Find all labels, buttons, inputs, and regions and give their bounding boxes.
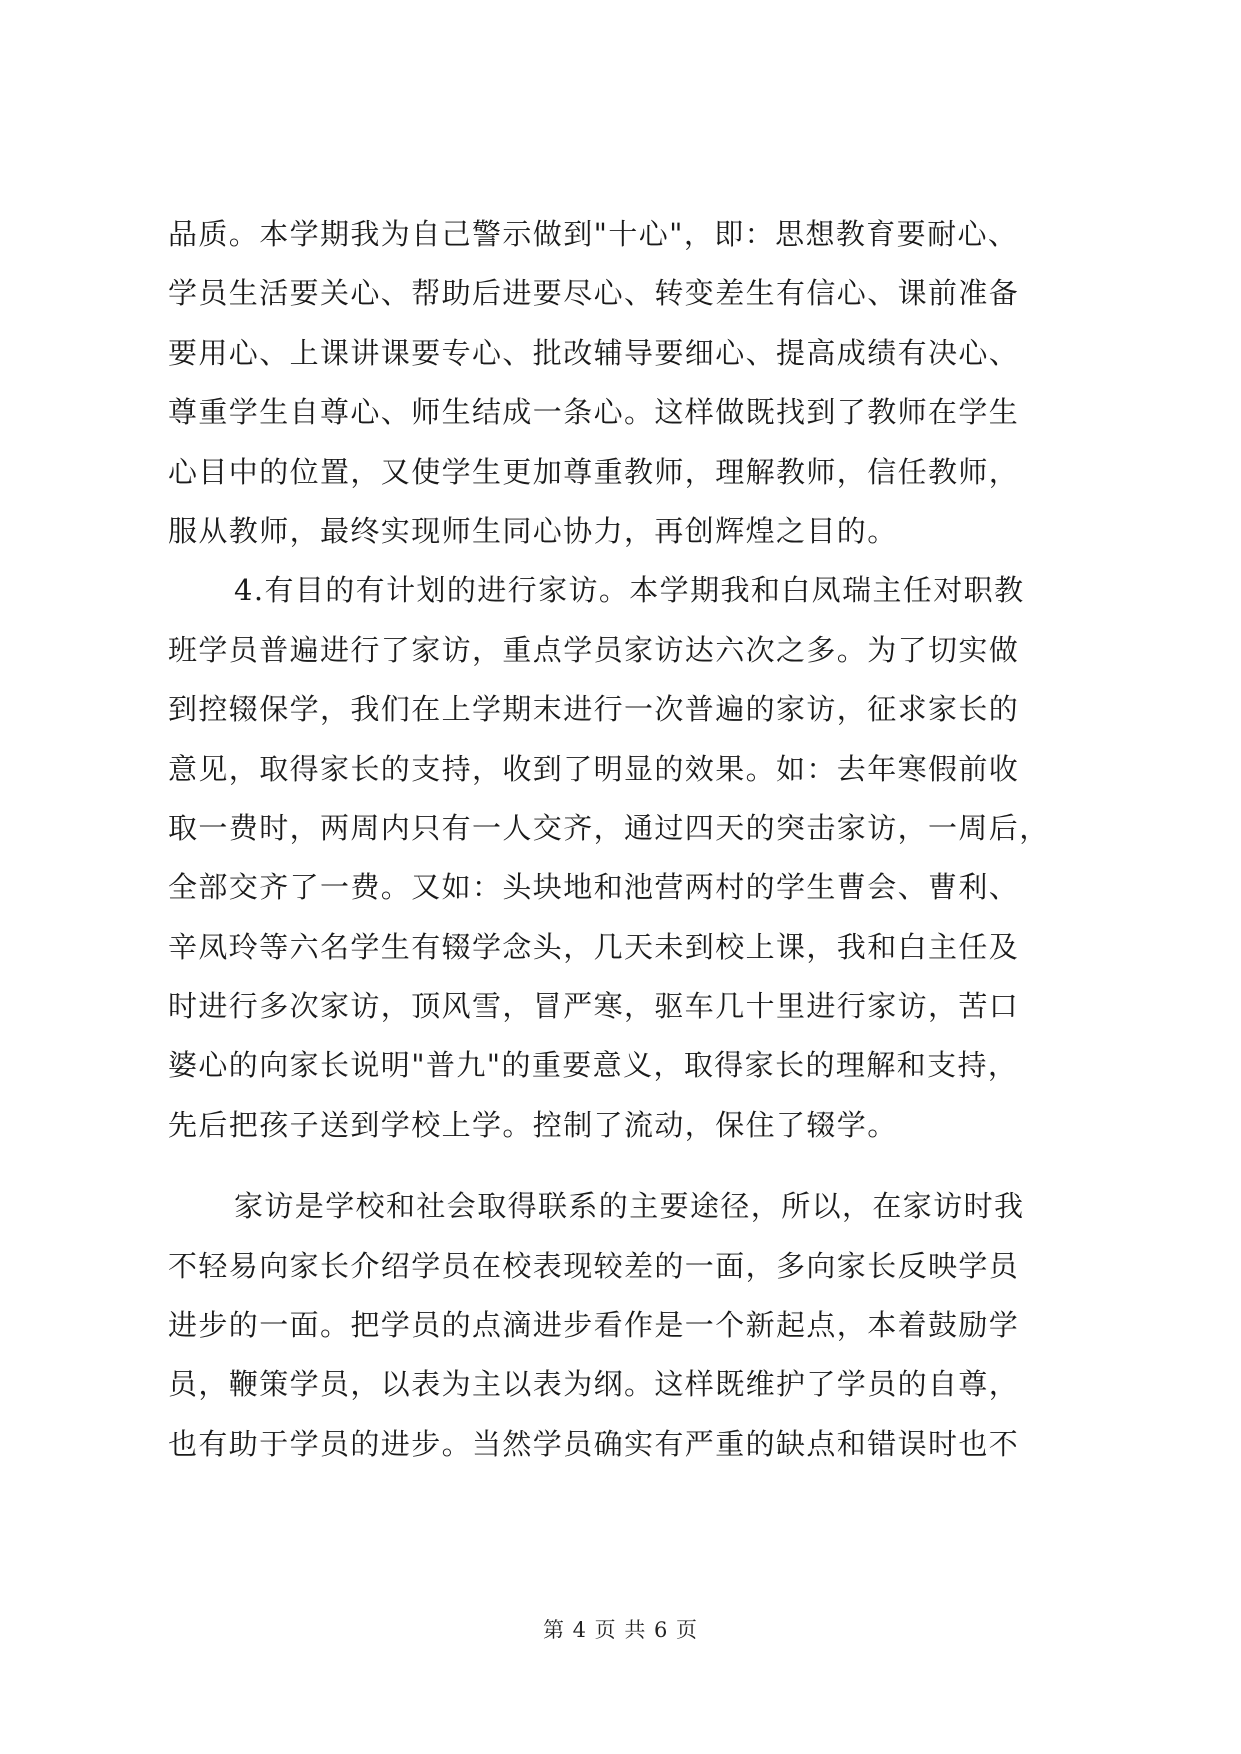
body-text (168, 205, 1088, 1474)
text-line: 不轻易向家长介绍学员在校表现较差的一面，多向家长反映学员 (168, 1248, 1020, 1283)
text-line: 要用心、上课讲课要专心、批改辅导要细心、提高成绩有决心、 (168, 335, 1020, 370)
page-footer: 第 4 页 共 6 页 (542, 1618, 699, 1642)
text-line: 先后把孩子送到学校上学。控制了流动，保住了辍学。 (168, 1107, 898, 1142)
text-line: 也有助于学员的进步。当然学员确实有严重的缺点和错误时也不 (168, 1426, 1020, 1461)
text-line: 班学员普遍进行了家访，重点学员家访达六次之多。为了切实做 (168, 632, 1020, 667)
paragraph-gap (168, 1155, 1088, 1177)
text-line: 婆心的向家长说明"普九"的重要意义，取得家长的理解和支持， (168, 1048, 1019, 1083)
text-line: 服从教师，最终实现师生同心协力，再创辉煌之目的。 (168, 513, 898, 548)
text-line: 心目中的位置，又使学生更加尊重教师，理解教师，信任教师， (168, 454, 1020, 489)
text-line: 全部交齐了一费。又如：头块地和池营两村的学生曹会、曹利、 (168, 870, 1020, 905)
text-line: 进步的一面。把学员的点滴进步看作是一个新起点，本着鼓励学 (168, 1308, 1020, 1343)
text-line: 意见，取得家长的支持，收到了明显的效果。如：去年寒假前收 (168, 751, 1020, 786)
text-line: 到控辍保学，我们在上学期末进行一次普遍的家访，征求家长的 (168, 692, 1020, 727)
paragraph-start-line: 家访是学校和社会取得联系的主要途径，所以，在家访时我 (234, 1189, 1025, 1224)
text-line: 尊重学生自尊心、师生结成一条心。这样做既找到了教师在学生 (168, 395, 1020, 430)
text-line: 辛凤玲等六名学生有辍学念头，几天未到校上课，我和白主任及 (168, 929, 1020, 964)
text-line: 员，鞭策学员，以表为主以表为纲。这样既维护了学员的自尊， (168, 1367, 1020, 1402)
paragraph-start-line: 4.有目的有计划的进行家访。本学期我和白凤瑞主任对职教 (234, 573, 1025, 608)
text-line: 学员生活要关心、帮助后进要尽心、转变差生有信心、课前准备 (168, 276, 1020, 311)
text-line: 时进行多次家访，顶风雪，冒严寒，驱车几十里进行家访，苦口 (168, 989, 1020, 1024)
text-line: 取一费时，两周内只有一人交齐，通过四天的突击家访，一周后， (168, 810, 1050, 845)
text-line: 品质。本学期我为自己警示做到"十心"，即：思想教育要耐心、 (168, 217, 1019, 251)
